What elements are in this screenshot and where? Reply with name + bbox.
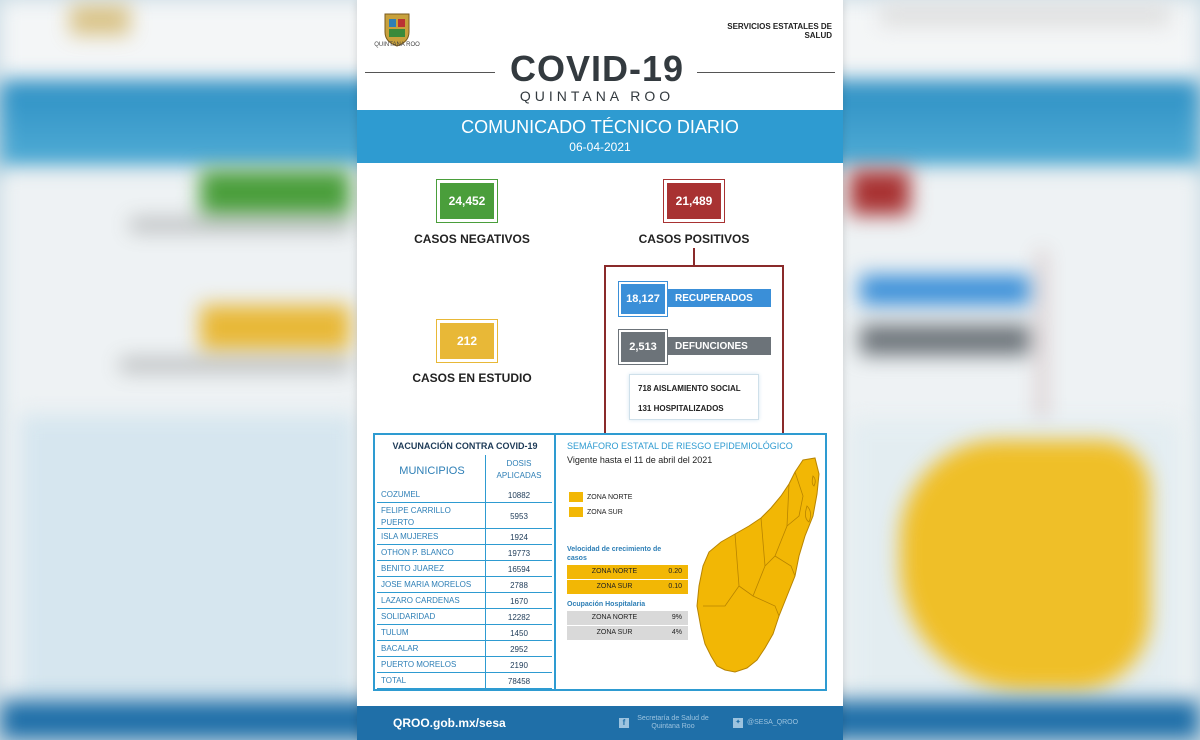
dosis-cell: 1450 (510, 629, 528, 638)
table-row (377, 503, 552, 529)
table-row (377, 593, 552, 609)
dosis-cell: 2190 (510, 661, 528, 670)
dosis-cell: 1924 (510, 533, 528, 542)
occupancy-zone-south: ZONA SUR (596, 629, 633, 636)
legend-swatch-north (569, 492, 583, 502)
footer-website-link[interactable]: QROO.gob.mx/sesa (393, 716, 506, 730)
report-date: 06-04-2021 (569, 140, 631, 154)
footer-facebook-link[interactable]: Secretaría de Salud de Quintana Roo (637, 715, 709, 730)
growth-value-north: 0.20 (668, 568, 682, 575)
table-row (377, 561, 552, 577)
table-row (377, 487, 552, 503)
growth-value-south: 0.10 (668, 583, 682, 590)
occupancy-value-south: 4% (671, 629, 682, 636)
growth-zone-south: ZONA SUR (596, 583, 633, 590)
hospital-occupancy-title: Ocupación Hospitalaria (567, 601, 646, 608)
municipio-cell: PUERTO MORELOS (381, 660, 457, 669)
deaths-label: DEFUNCIONES (663, 337, 771, 355)
negative-cases-label: CASOS NEGATIVOS (414, 232, 530, 246)
legend-label-south: ZONA SUR (587, 509, 623, 516)
column-header-dosis: DOSIS APLICADAS (496, 459, 542, 480)
growth-row-south (567, 580, 688, 594)
municipio-cell: SOLIDARIDAD (381, 612, 436, 621)
dosis-cell: 1670 (510, 597, 528, 606)
occupancy-value-north: 9% (671, 614, 682, 621)
dosis-cell: 16594 (507, 565, 531, 574)
footer-twitter-link[interactable]: @SESA_QROO (747, 719, 799, 726)
municipio-cell: LAZARO CARDENAS (381, 596, 460, 605)
active-cases-box (629, 374, 759, 420)
municipio-cell: ISLA MUJERES (381, 532, 439, 541)
municipio-cell: TOTAL (381, 676, 407, 685)
agency-name: SERVICIOS ESTATALES DE SALUD (727, 22, 832, 40)
covid-poster (357, 0, 843, 740)
dosis-cell: 78458 (507, 677, 531, 686)
isolation-count: 718 AISLAMIENTO SOCIAL (638, 384, 741, 393)
legend-swatch-south (569, 507, 583, 517)
semaphore-validity: Vigente hasta el 11 de abril del 2021 (567, 455, 713, 465)
growth-zone-north: ZONA NORTE (591, 568, 638, 575)
dosis-cell: 19773 (507, 549, 531, 558)
occupancy-zone-north: ZONA NORTE (591, 614, 638, 621)
hospitalized-count: 131 HOSPITALIZADOS (638, 404, 724, 413)
deaths-value: 2,513 (619, 330, 667, 364)
bracket-stem (693, 248, 695, 266)
table-row (377, 657, 552, 673)
dosis-cell: 2952 (510, 645, 528, 654)
table-header (377, 455, 552, 487)
dosis-cell: 12282 (507, 613, 531, 622)
facebook-icon: f (619, 718, 629, 728)
page-subtitle: QUINTANA ROO (519, 88, 675, 104)
municipio-cell: FELIPE CARRILLO PUERTO (381, 506, 451, 527)
quintana-roo-map (695, 456, 825, 686)
dosis-cell: 2788 (510, 581, 528, 590)
table-row (377, 529, 552, 545)
municipio-cell: BACALAR (381, 644, 419, 653)
dosis-cell: 10882 (507, 491, 531, 500)
positive-cases-label: CASOS POSITIVOS (638, 232, 750, 246)
cases-under-study-label: CASOS EN ESTUDIO (412, 371, 532, 385)
positive-cases-value: 21,489 (664, 180, 724, 222)
municipio-cell: JOSE MARIA MORELOS (381, 580, 472, 589)
dosis-cell: 5953 (510, 512, 528, 521)
panel-divider (554, 433, 556, 691)
logo-caption: QUINTANA ROO (374, 42, 420, 48)
municipio-cell: OTHON P. BLANCO (381, 548, 454, 557)
semaphore-title: SEMÁFORO ESTATAL DE RIESGO EPIDEMIOLÓGICO (567, 441, 793, 451)
table-row (377, 545, 552, 561)
legend-label-north: ZONA NORTE (587, 494, 633, 501)
table-row (377, 577, 552, 593)
table-row (377, 673, 552, 689)
occupancy-row-north (567, 611, 688, 625)
report-title: COMUNICADO TÉCNICO DIARIO (461, 117, 739, 137)
growth-rate-title: Velocidad de crecimiento de casos (567, 546, 662, 562)
municipio-cell: TULUM (381, 628, 409, 637)
recovered-value: 18,127 (619, 282, 667, 316)
table-row (377, 625, 552, 641)
vaccination-title: VACUNACIÓN CONTRA COVID-19 (392, 441, 538, 451)
column-header-municipios: MUNICIPIOS (399, 465, 465, 477)
municipio-cell: BENITO JUAREZ (381, 564, 444, 573)
table-row (377, 609, 552, 625)
growth-row-north (567, 565, 688, 579)
page-title: COVID-19 (509, 48, 685, 89)
table-row (377, 641, 552, 657)
occupancy-row-south (567, 626, 688, 640)
negative-cases-value: 24,452 (437, 180, 497, 222)
twitter-icon: ✦ (733, 718, 743, 728)
recovered-label: RECUPERADOS (663, 289, 771, 307)
municipio-cell: COZUMEL (381, 490, 421, 499)
cases-under-study-value: 212 (437, 320, 497, 362)
